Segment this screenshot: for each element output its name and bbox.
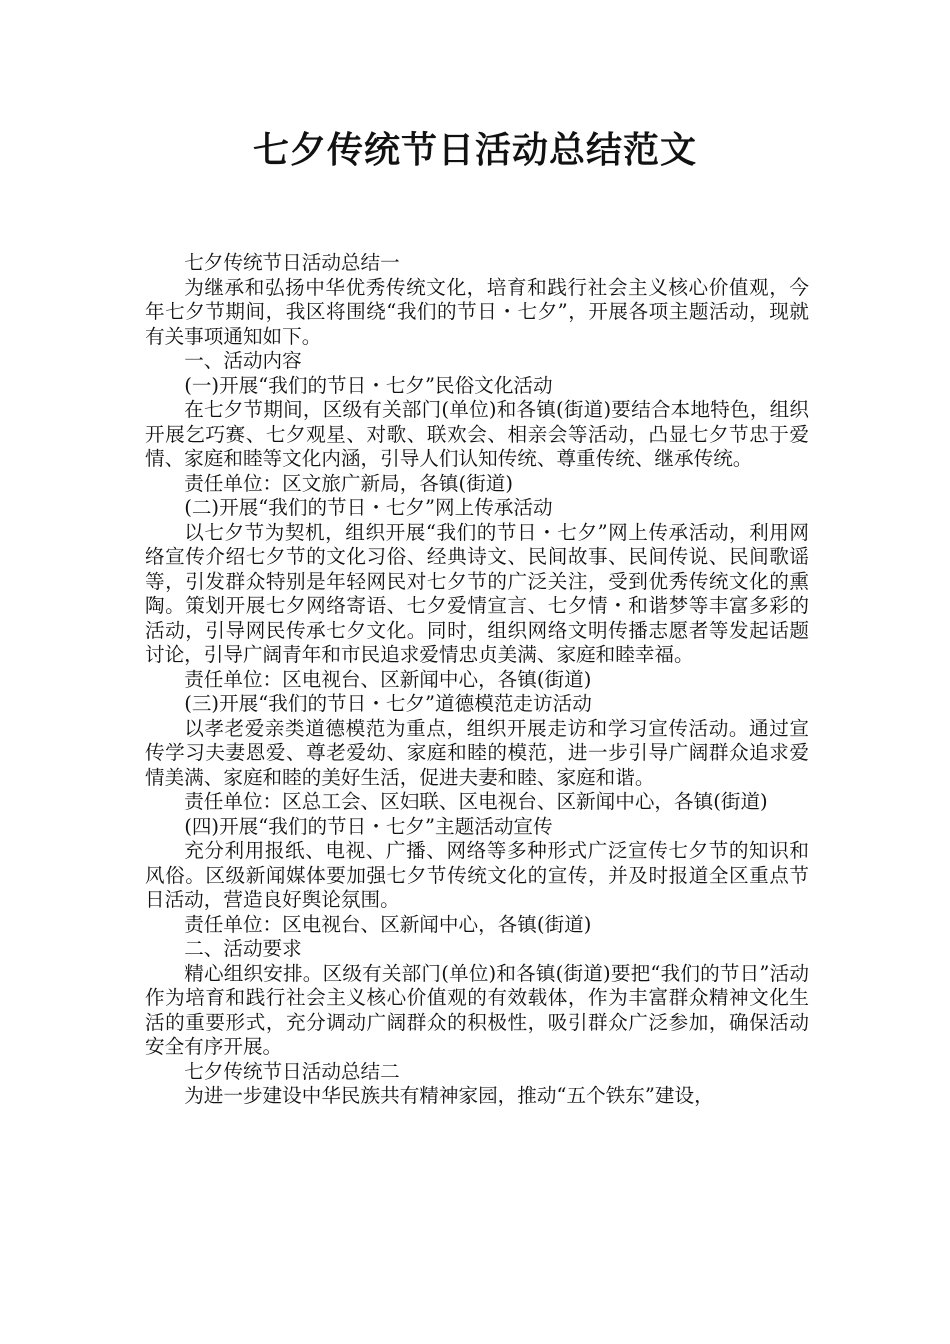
document-title: 七夕传统节日活动总结范文	[252, 130, 697, 171]
subsection-heading: (四)开展“我们的节日・七夕”主题活动宣传	[184, 814, 553, 838]
section-heading: 七夕传统节日活动总结一	[184, 251, 400, 274]
subsection-heading: (一)开展“我们的节日・七夕”民俗文化活动	[184, 373, 553, 397]
responsible-unit-line: 责任单位：区电视台、区新闻中心，各镇(街道)	[184, 912, 592, 936]
body-paragraph: 为进一步建设中华民族共有精神家园，推动“五个铁东”建设，	[184, 1084, 714, 1107]
section-heading: 一、活动内容	[184, 349, 302, 372]
responsible-unit-line: 责任单位：区电视台、区新闻中心，各镇(街道)	[184, 667, 592, 691]
body-paragraph: 为继承和弘扬中华优秀传统文化，培育和践行社会主义核心价值观，今年七夕节期间，我区将围绕“我们的节日・七夕”，开展各项主题活动，现就有关事项通知如下。	[145, 275, 809, 348]
subsection-heading: (三)开展“我们的节日・七夕”道德模范走访活动	[184, 692, 592, 715]
document-body	[145, 251, 809, 1109]
body-paragraph: 在七夕节期间，区级有关部门(单位)和各镇(街道)要结合本地特色，组织开展乞巧赛、七夕观星、对歌、联欢会、相亲会等活动，凸显七夕节忠于爱情、家庭和睦等文化内涵，引导人们认知传统、尊重传统、继承传统。	[145, 398, 809, 470]
body-paragraph: 精心组织安排。区级有关部门(单位)和各镇(街道)要把“我们的节日”活动作为培育和践行社会主义核心价值观的有效载体，作为丰富群众精神文化生活的重要形式，充分调动广阔群众的积极性，吸引群众广泛参加，确保活动安全有序开展。	[145, 961, 809, 1058]
responsible-unit-line: 责任单位：区总工会、区妇联、区电视台、区新闻中心，各镇(街道)	[184, 790, 768, 813]
body-paragraph: 以孝老爱亲类道德模范为重点，组织开展走访和学习宣传活动。通过宣传学习夫妻恩爱、尊老爱幼、家庭和睦的模范，进一步引导广阔群众追求爱情美满、家庭和睦的美好生活，促进夫妻和睦、家庭和谐。	[145, 716, 809, 789]
body-paragraph: 以七夕节为契机，组织开展“我们的节日・七夕”网上传承活动，利用网络宣传介绍七夕节的文化习俗、经典诗文、民间故事、民间传说、民间歌谣等，引发群众特别是年轻网民对七夕节的广泛关注，受到优秀传统文化的熏陶。策划开展七夕网络寄语、七夕爱情宣言、七夕情・和谐梦等丰富多彩的活动，引导网民传承七夕文化。同时，组织网络文明传播志愿者等发起话题讨论，引导广阔青年和市民追求爱情忠贞美满、家庭和睦幸福。	[145, 520, 809, 666]
subsection-heading: (二)开展“我们的节日・七夕”网上传承活动	[184, 496, 553, 519]
section-heading: 二、活动要求	[184, 937, 302, 960]
body-paragraph: 充分利用报纸、电视、广播、网络等多种形式广泛宣传七夕节的知识和风俗。区级新闻媒体要加强七夕节传统文化的宣传，并及时报道全区重点节日活动，营造良好舆论氛围。	[145, 839, 809, 911]
responsible-unit-line: 责任单位：区文旅广新局，各镇(街道)	[184, 471, 513, 495]
section-heading: 七夕传统节日活动总结二	[184, 1059, 400, 1083]
